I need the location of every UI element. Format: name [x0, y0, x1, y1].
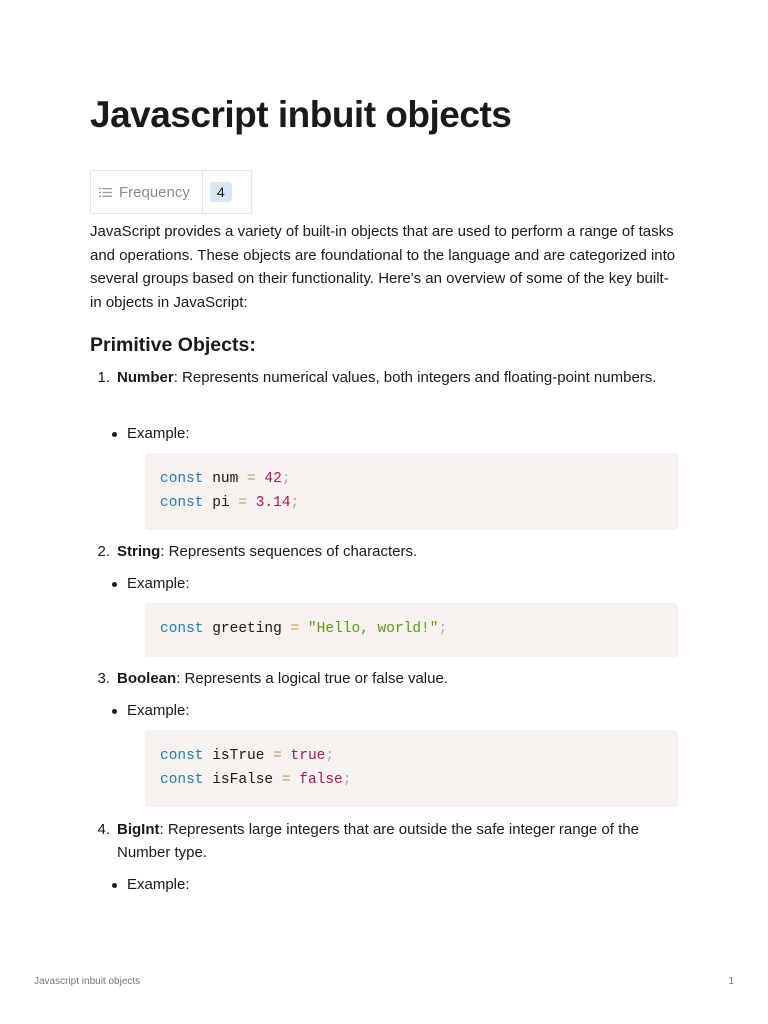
description-number: : Represents numerical values, both integers and floating-point numbers.	[173, 369, 657, 386]
intro-paragraph: JavaScript provides a variety of built-in objects that are used to perform a range of tasks and operations. These objects are foundational to the language and are categorized into several groups based on their functionality. Here's an overview of some of the key built-in objects in JavaScript:	[90, 223, 676, 311]
term-number: Number	[117, 369, 174, 386]
section-heading: Primitive Objects:	[90, 334, 256, 356]
description-string: : Represents sequences of characters.	[160, 543, 418, 560]
list-number: 1.	[97, 369, 110, 386]
term-boolean: Boolean	[117, 670, 177, 687]
frequency-tag: 4	[210, 182, 232, 202]
list-number: 3.	[97, 670, 110, 687]
code-block-number[interactable]	[145, 453, 678, 530]
list-icon	[99, 187, 112, 198]
property-value-cell	[203, 171, 251, 213]
example-bullet: Example:	[127, 699, 190, 722]
example-bullet: Example:	[127, 422, 190, 445]
list-item-boolean	[90, 667, 678, 690]
property-row	[90, 170, 252, 214]
list-number: 2.	[97, 543, 110, 560]
code-line: const pi = 3.14;	[160, 495, 300, 511]
list-item-bigint	[90, 818, 678, 864]
code-line: const isTrue = true;	[160, 748, 335, 764]
property-name	[91, 171, 203, 213]
footer-page-number: 1	[728, 976, 734, 987]
code-line: const isFalse = false;	[160, 772, 352, 788]
code-block-boolean[interactable]	[145, 730, 678, 807]
list-item-string	[90, 540, 678, 563]
property-label: Frequency	[119, 183, 190, 201]
example-bullet: Example:	[127, 873, 190, 896]
description-boolean: : Represents a logical true or false value.	[176, 670, 448, 687]
term-bigint: BigInt	[117, 821, 160, 838]
code-line: const num = 42;	[160, 471, 291, 487]
term-string: String	[117, 543, 161, 560]
example-bullet: Example:	[127, 572, 190, 595]
footer-title: Javascript inbuit objects	[34, 976, 141, 987]
code-block-string[interactable]	[145, 603, 678, 657]
list-item-number	[90, 366, 678, 389]
page-title: Javascript inbuit objects	[90, 94, 512, 135]
list-number: 4.	[97, 821, 110, 838]
code-line: const greeting = "Hello, world!";	[160, 621, 448, 637]
description-bigint: : Represents large integers that are outside the safe integer range of the Number type.	[117, 821, 639, 861]
